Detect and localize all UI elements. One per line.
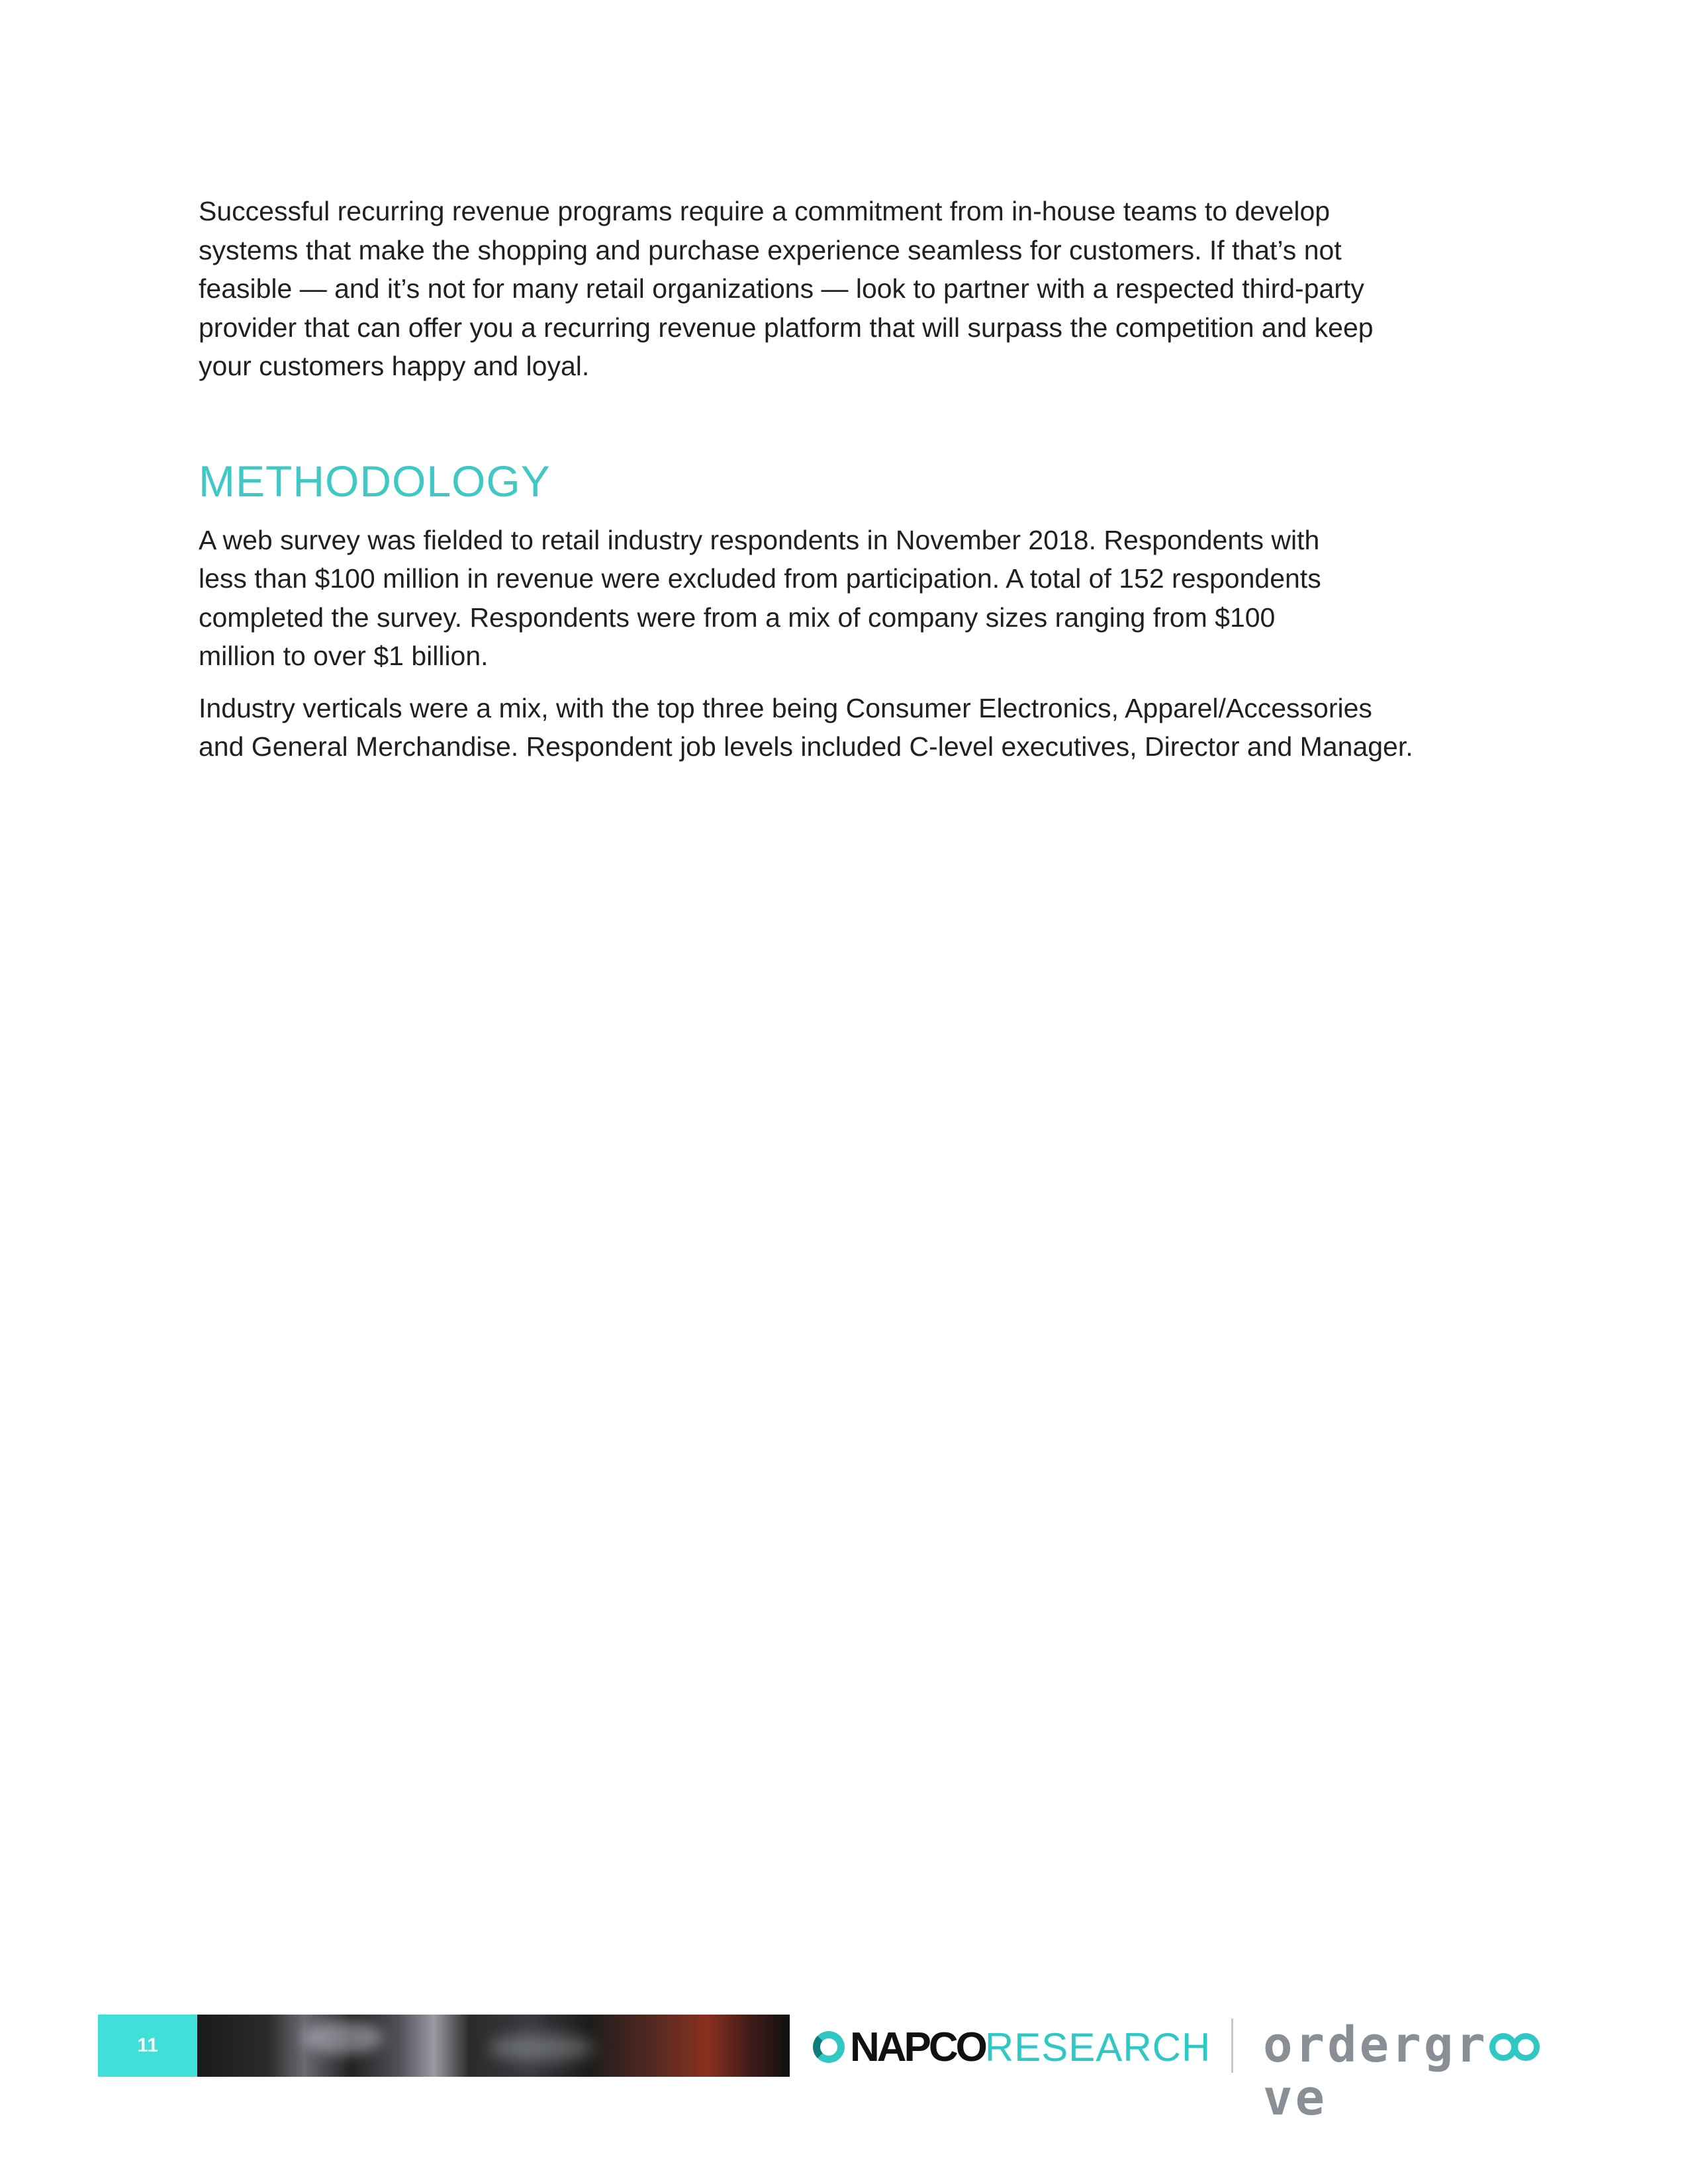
intro-line-4: provider that can offer you a recurring revenue platform that will surpass the competition and keep	[199, 312, 1374, 343]
page-footer	[98, 2015, 1594, 2126]
footer-photo-strip	[197, 2015, 790, 2077]
methodology-p2-line-1: Industry verticals were a mix, with the top three being Consumer Electronics, Apparel/Accessories	[199, 692, 1372, 723]
infinity-icon	[1489, 2033, 1541, 2062]
methodology-p1-line-1: A web survey was fielded to retail industry respondents in November 2018. Respondents with	[199, 524, 1320, 555]
methodology-heading: METHODOLOGY	[199, 456, 551, 506]
photo-highlight	[303, 2021, 383, 2054]
logo-divider	[1231, 2019, 1233, 2073]
methodology-p2-line-2: and General Merchandise. Respondent job levels included C-level executives, Director and Manager.	[199, 731, 1413, 762]
intro-line-2: systems that make the shopping and purchase experience seamless for customers. If that’s not	[199, 234, 1342, 265]
intro-line-5: your customers happy and loyal.	[199, 351, 590, 381]
ordergroove-wordmark-suffix: ve	[1263, 2070, 1328, 2126]
methodology-p1-line-2: less than $100 million in revenue were excluded from participation. A total of 152 respondents	[199, 563, 1321, 594]
napco-ring-icon	[813, 2031, 845, 2063]
research-wordmark: RESEARCH	[984, 2025, 1211, 2070]
intro-line-3: feasible — and it’s not for many retail organizations — look to partner with a respected third-party	[199, 273, 1364, 304]
napco-research-logo	[813, 2024, 1211, 2070]
napco-wordmark: NAPCO	[850, 2024, 985, 2070]
methodology-p1-line-3: completed the survey. Respondents were from a mix of company sizes ranging from $100	[199, 602, 1276, 633]
methodology-paragraph-1	[199, 521, 1509, 676]
page-number: 11	[98, 2015, 197, 2077]
page-content	[199, 192, 1509, 766]
photo-highlight	[489, 2034, 594, 2061]
intro-line-1: Successful recurring revenue programs require a commitment from in-house teams to develop	[199, 196, 1331, 226]
methodology-paragraph-2	[199, 689, 1509, 766]
intro-paragraph	[199, 192, 1509, 386]
ordergroove-wordmark-prefix: ordergr	[1263, 2017, 1488, 2073]
ordergroove-logo	[1263, 2019, 1594, 2124]
methodology-p1-line-4: million to over $1 billion.	[199, 641, 489, 671]
